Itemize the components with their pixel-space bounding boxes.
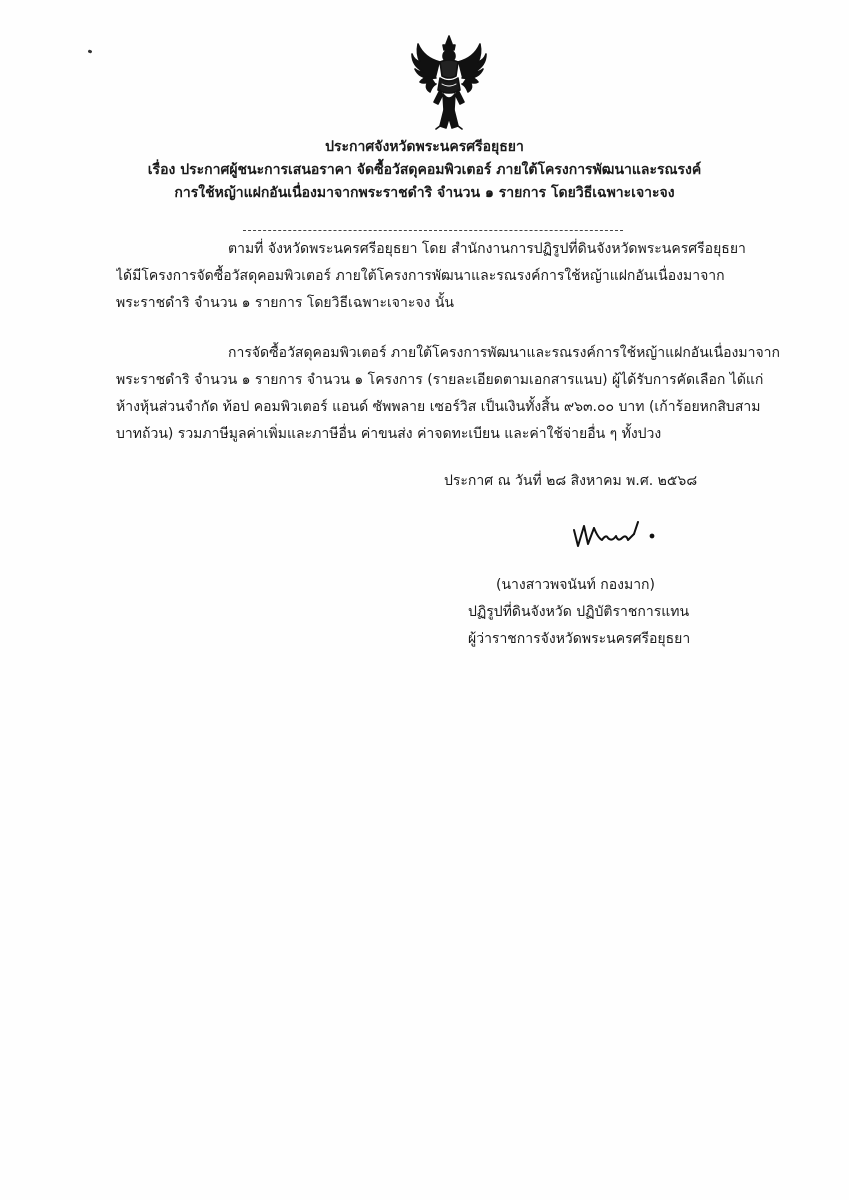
paragraph-intro bbox=[116, 236, 792, 317]
paragraph-award-line-4: บาทถ้วน) รวมภาษีมูลค่าเพิ่มและภาษีอื่น ค่าขนส่ง ค่าจดทะเบียน และค่าใช้จ่ายอื่น ๆ ทั้งปวง bbox=[116, 426, 662, 442]
paragraph-award bbox=[116, 340, 792, 448]
signer-name: (นางสาวพจนันท์ กองมาก) bbox=[496, 577, 655, 593]
scan-speck bbox=[88, 49, 93, 53]
paragraph-award-line-2: พระราชดำริ จำนวน ๑ รายการ จำนวน ๑ โครงการ (รายละเอียดตามเอกสารแนบ) ผู้ได้รับการคัดเลือก ได้แก่ bbox=[116, 372, 764, 388]
garuda-emblem-icon bbox=[410, 32, 488, 132]
paragraph-intro-line-3: พระราชดำริ จำนวน ๑ รายการ โดยวิธีเฉพาะเจาะจง นั้น bbox=[116, 295, 454, 311]
document-header bbox=[0, 136, 849, 205]
signer-block bbox=[468, 572, 728, 653]
paragraph-intro-line-2: ได้มีโครงการจัดซื้อวัสดุคอมพิวเตอร์ ภายใต้โครงการพัฒนาและรณรงค์การใช้หญ้าแฝกอันเนื่องมาจาก bbox=[116, 268, 725, 284]
paragraph-award-line-3: ห้างหุ้นส่วนจำกัด ท้อป คอมพิวเตอร์ แอนด์ ซัพพลาย เซอร์วิส เป็นเงินทั้งสิ้น ๙๖๓.๐๐ บาท (เก้าร้อยหกสิบสาม bbox=[116, 399, 761, 415]
subject-line-2: การใช้หญ้าแฝกอันเนื่องมาจากพระราชดำริ จำนวน ๑ รายการ โดยวิธีเฉพาะเจาะจง bbox=[174, 185, 675, 201]
announcement-date: ประกาศ ณ วันที่ ๒๘ สิงหาคม พ.ศ. ๒๕๖๘ bbox=[444, 473, 698, 489]
header-divider bbox=[243, 230, 623, 231]
handwritten-signature bbox=[568, 512, 658, 552]
document-title: ประกาศจังหวัดพระนครศรีอยุธยา bbox=[325, 139, 524, 155]
paragraph-intro-line-1: ตามที่ จังหวัดพระนครศรีอยุธยา โดย สำนักงานการปฏิรูปที่ดินจังหวัดพระนครศรีอยุธยา bbox=[228, 241, 746, 257]
signer-position-1: ปฏิรูปที่ดินจังหวัด ปฏิบัติราชการแทน bbox=[468, 604, 690, 620]
paragraph-award-line-1: การจัดซื้อวัสดุคอมพิวเตอร์ ภายใต้โครงการพัฒนาและรณรงค์การใช้หญ้าแฝกอันเนื่องมาจาก bbox=[228, 345, 781, 361]
subject-line-1: เรื่อง ประกาศผู้ชนะการเสนอราคา จัดซื้อวัสดุคอมพิวเตอร์ ภายใต้โครงการพัฒนาและรณรงค์ bbox=[147, 162, 702, 178]
signer-position-2: ผู้ว่าราชการจังหวัดพระนครศรีอยุธยา bbox=[468, 631, 691, 647]
